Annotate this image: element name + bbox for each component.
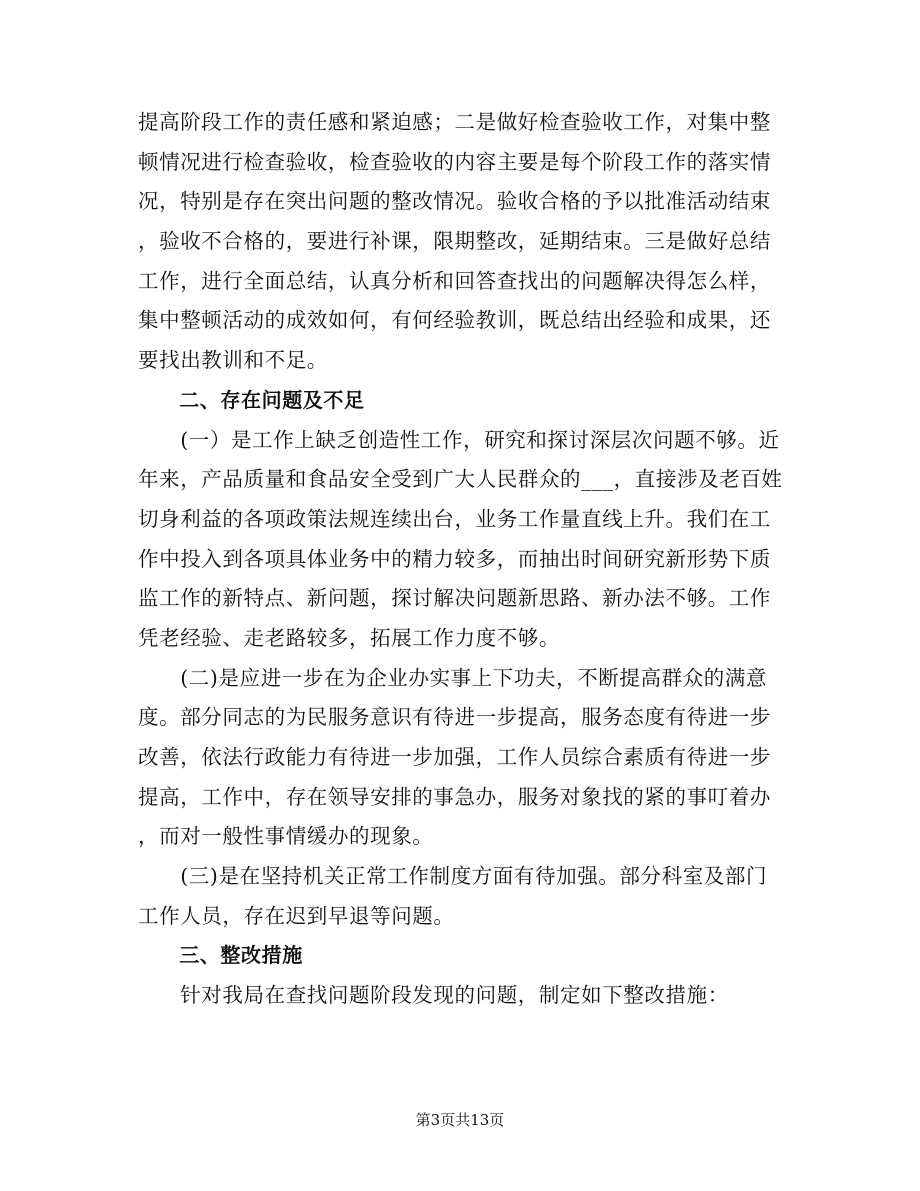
text-line: 作中投入到各项具体业务中的精力较多，而抽出时间研究新形势下质 — [138, 546, 771, 571]
text-line: (三)是在坚持机关正常工作制度方面有待加强。部分科室及部门 — [138, 864, 768, 889]
text-line: 工作，进行全面总结，认真分析和回答查找出的问题解决得怎么样， — [138, 268, 771, 293]
text-line: 提高，工作中，存在领导安排的事急办，服务对象找的紧的事叮着办 — [138, 784, 771, 809]
text-line: 度。部分同志的为民服务意识有待进一步提高，服务态度有待进一步 — [138, 705, 771, 730]
text-line: 集中整顿活动的成效如何，有何经验教训，既总结出经验和成果，还 — [138, 308, 771, 333]
text-line: ，而对一般性事情缓办的现象。 — [138, 824, 434, 849]
page-footer: 第3页共13页 — [415, 1111, 505, 1129]
section-heading: 三、整改措施 — [138, 943, 303, 968]
document-body — [138, 103, 786, 1016]
text-line: 提高阶段工作的责任感和紧迫感；二是做好检查验收工作，对集中整 — [138, 110, 771, 134]
text-line: 凭老经验、走老路较多，拓展工作力度不够。 — [138, 625, 560, 650]
section-heading: 二、存在问题及不足 — [138, 387, 365, 412]
text-line: 况，特别是存在突出问题的整改情况。验收合格的予以批准活动结束 — [138, 189, 771, 214]
text-line: 改善，依法行政能力有待进一步加强，工作人员综合素质有待进一步 — [138, 745, 771, 769]
text-line: (一）是工作上缺乏创造性工作，研究和探讨深层次问题不够。近 — [138, 427, 780, 452]
text-line: 顿情况进行检查验收，检查验收的内容主要是每个阶段工作的落实情 — [138, 149, 771, 174]
text-line: ，验收不合格的，要进行补课，限期整改，延期结束。三是做好总结 — [138, 229, 771, 254]
text-line: 年来，产品质量和食品安全受到广大人民群众的___，直接涉及老百姓 — [138, 467, 783, 492]
text-line: 针对我局在查找问题阶段发现的问题，制定如下整改措施： — [138, 983, 729, 1008]
text-line: (二)是应进一步在为企业办实事上下功夫，不断提高群众的满意 — [138, 665, 768, 690]
text-line: 切身利益的各项政策法规连续出台，业务工作量直线上升。我们在工 — [138, 506, 771, 531]
text-line: 工作人员，存在迟到早退等问题。 — [138, 903, 455, 928]
text-line: 要找出教训和不足。 — [138, 348, 328, 373]
text-line: 监工作的新特点、新问题，探讨解决问题新思路、新办法不够。工作 — [138, 586, 771, 611]
